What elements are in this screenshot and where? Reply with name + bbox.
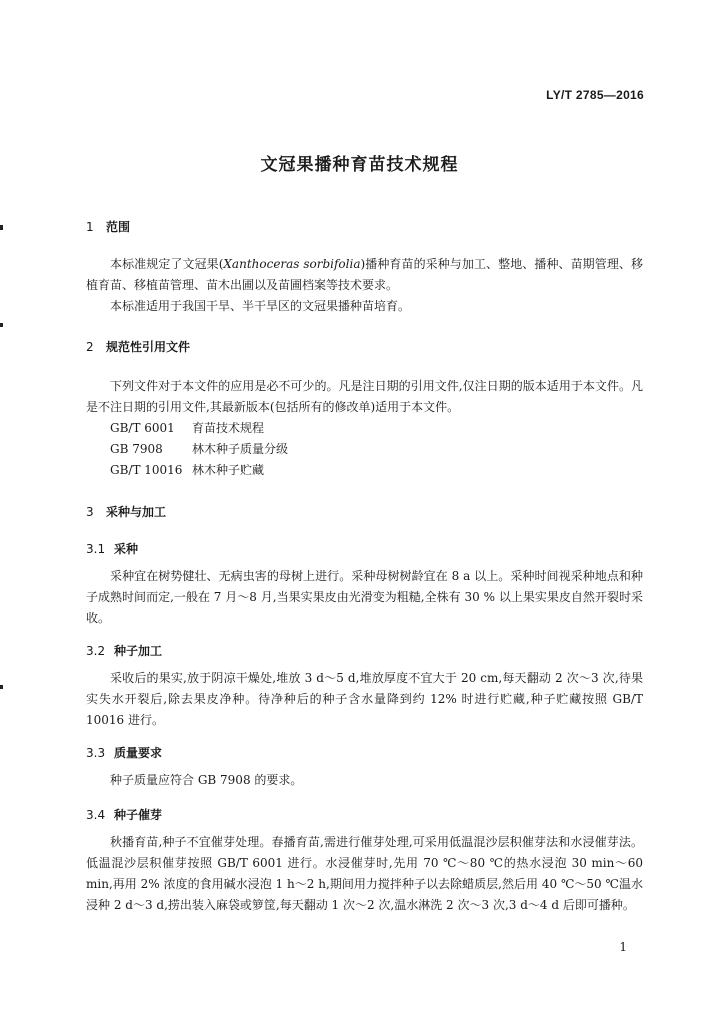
section-3-4-paragraph: 秋播育苗,种子不宜催芽处理。春播育苗,需进行催芽处理,可采用低温混沙层积催芽法和水浸催芽法。低温混沙层积催芽按照 GB/T 6001 进行。水浸催芽时,先用 70 ℃～80 ℃的热水浸泡 30 min～60 min,再用 2% 浓度的食用碱水浸泡 1 h～2 h,期间用力搅拌种子以去除蜡质层,然后用 40 ℃～50 ℃温水浸种 2 d～3 d,捞出装入麻袋或箩筐,每天翻动 1 次～2 次,温水淋洗 2 次～3 次,3 d～4 d 后即可播种。 (86, 835, 643, 912)
section-3-1-heading (86, 540, 138, 557)
section-number: 3.1 (86, 542, 106, 556)
scan-mark (0, 323, 3, 327)
section-title: 采种 (114, 542, 139, 556)
document-title: 文冠果播种育苗技术规程 (260, 155, 459, 175)
section-title: 种子加工 (114, 644, 163, 658)
text-run: 本标准规定了文冠果( (110, 257, 224, 271)
section-title: 质量要求 (114, 746, 163, 760)
section-3-3-heading (86, 744, 162, 761)
section-number: 2 (86, 340, 94, 354)
page-number: 1 (619, 940, 627, 954)
section-3-2-heading (86, 642, 162, 659)
standard-code: LY/T 2785—2016 (546, 88, 644, 102)
section-1-heading (86, 218, 130, 235)
scan-mark (0, 685, 3, 689)
section-title: 范围 (106, 220, 131, 234)
section-2-paragraph: 下列文件对于本文件的应用是必不可少的。凡是注日期的引用文件,仅注日期的版本适用于本文件。凡是不注日期的引用文件,其最新版本(包括所有的修改单)适用于本文件。 (86, 379, 643, 414)
section-number: 1 (86, 220, 94, 234)
latin-name: Xanthoceras sorbifolia (223, 257, 361, 271)
reference-name: 林木种子质量分级 (192, 442, 289, 456)
reference-item (110, 418, 264, 439)
reference-name: 林木种子贮藏 (192, 463, 265, 477)
section-number: 3.2 (86, 644, 106, 658)
section-number: 3.4 (86, 808, 106, 822)
reference-item (110, 460, 264, 481)
section-3-4-heading (86, 806, 162, 823)
scan-mark (0, 225, 3, 230)
section-3-1-paragraph: 采种宜在树势健壮、无病虫害的母树上进行。采种母树树龄宜在 8 a 以上。采种时间视采种地点和种子成熟时间而定,一般在 7 月～8 月,当果实果皮由光滑变为粗糙,全株有 30 % 以上果实果皮自然开裂时采收。 (86, 569, 643, 625)
section-number: 3 (86, 505, 94, 519)
section-3-heading (86, 503, 166, 520)
section-title: 种子催芽 (114, 808, 163, 822)
reference-code: GB/T 6001 (110, 421, 175, 435)
section-1-paragraph-1 (86, 254, 643, 296)
section-2-heading (86, 338, 190, 355)
section-title: 采种与加工 (106, 505, 167, 519)
reference-item (110, 439, 288, 460)
section-number: 3.3 (86, 746, 106, 760)
reference-name: 育苗技术规程 (192, 421, 265, 435)
section-3-2-paragraph: 采收后的果实,放于阴凉干燥处,堆放 3 d～5 d,堆放厚度不宜大于 20 cm,每天翻动 2 次～3 次,待果实失水开裂后,除去果皮净种。待净种后的种子含水量降到约 12% 时进行贮藏,种子贮藏按照 GB/T 10016 进行。 (86, 671, 643, 727)
reference-code: GB 7908 (110, 442, 163, 456)
text-run: )播种育苗的采种与加工、整地、播种、苗期管理、移植育苗、移植苗管理、苗木出圃以及苗圃档案等技术要求。 (86, 257, 643, 292)
section-1-paragraph-2: 本标准适用于我国干旱、半干旱区的文冠果播种苗培育。 (110, 299, 411, 313)
reference-code: GB/T 10016 (110, 463, 183, 477)
section-3-3-paragraph: 种子质量应符合 GB 7908 的要求。 (110, 773, 303, 787)
section-title: 规范性引用文件 (106, 340, 191, 354)
